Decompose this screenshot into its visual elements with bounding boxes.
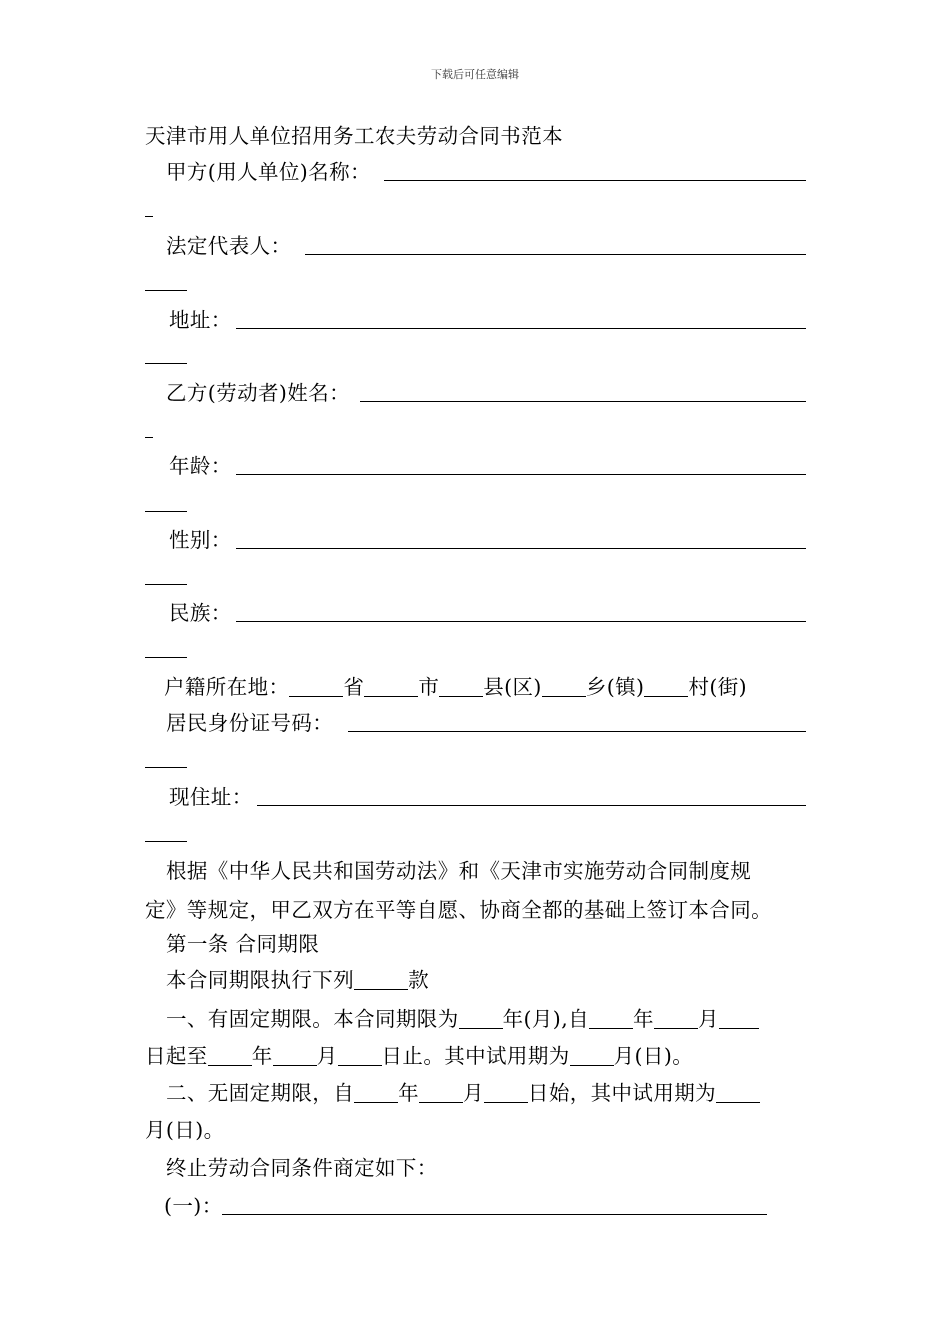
current-address-label: 现住址： <box>169 785 253 809</box>
fixed-term-text-2: 年(月),自 <box>502 1007 590 1031</box>
select-prefix: 本合同期限执行下列 <box>166 968 355 992</box>
hukou-label: 户籍所在地： <box>164 675 290 699</box>
page-header: 下载后可任意编辑 <box>431 68 519 81</box>
probation-blank[interactable] <box>570 1045 614 1066</box>
ethnicity-label: 民族： <box>169 601 232 625</box>
fixed-term-text-3: 年 <box>633 1007 654 1031</box>
article-1-heading: 第一条 合同期限 <box>166 932 320 956</box>
town-blank[interactable] <box>542 676 586 697</box>
age-label: 年龄： <box>169 454 232 478</box>
end-year-blank[interactable] <box>208 1045 252 1066</box>
open-start-month-blank[interactable] <box>419 1082 463 1103</box>
end-month-blank[interactable] <box>273 1045 317 1066</box>
province-blank[interactable] <box>289 676 343 697</box>
current-address-blank[interactable] <box>257 805 806 806</box>
address-label: 地址： <box>169 308 232 332</box>
hukou-line <box>164 675 747 699</box>
preamble-line-2: 定》等规定，甲乙双方在平等自愿、协商全都的基础上签订本合同。 <box>145 898 772 922</box>
fixed-term-line-2 <box>145 1044 693 1068</box>
end-day-blank[interactable] <box>338 1045 382 1066</box>
termination-item-1-blank[interactable] <box>222 1214 767 1215</box>
village-blank[interactable] <box>644 676 688 697</box>
select-suffix: 款 <box>408 968 430 992</box>
term-length-blank[interactable] <box>459 1008 503 1029</box>
town-text: 乡(镇) <box>585 675 645 699</box>
party-a-blank[interactable] <box>384 180 806 181</box>
address-blank-cont[interactable] <box>145 363 187 364</box>
party-b-blank[interactable] <box>360 401 806 402</box>
current-address-blank-cont[interactable] <box>145 841 187 842</box>
fixed-term-text-7: 月 <box>316 1044 338 1068</box>
fixed-term-text-1: 一、有固定期限。本合同期限为 <box>166 1007 459 1031</box>
open-term-text-4: 日始，其中试用期为 <box>527 1081 717 1105</box>
start-day-blank[interactable] <box>719 1008 759 1029</box>
province-text: 省 <box>343 675 365 699</box>
id-number-blank[interactable] <box>348 731 806 732</box>
party-a-label: 甲方(用人单位)名称： <box>166 160 371 184</box>
open-term-line-1 <box>166 1081 760 1105</box>
start-year-blank[interactable] <box>589 1008 633 1029</box>
document-title: 天津市用人单位招用务工农夫劳动合同书范本 <box>145 124 563 148</box>
age-blank[interactable] <box>236 474 806 475</box>
ethnicity-blank[interactable] <box>236 621 806 622</box>
city-blank[interactable] <box>364 676 418 697</box>
open-term-text-2: 年 <box>398 1081 420 1105</box>
fixed-term-text-4: 月 <box>697 1007 719 1031</box>
open-term-text-3: 月 <box>463 1081 484 1105</box>
open-term-line-2: 月(日)。 <box>145 1118 225 1142</box>
id-number-label: 居民身份证号码： <box>166 711 334 735</box>
county-text: 县(区) <box>483 675 542 699</box>
termination-heading: 终止劳动合同条件商定如下： <box>166 1156 438 1180</box>
age-blank-cont[interactable] <box>145 511 187 512</box>
legal-rep-blank[interactable] <box>305 254 806 255</box>
gender-label: 性别： <box>169 528 232 552</box>
fixed-term-text-5: 日起至 <box>145 1044 208 1068</box>
legal-rep-label: 法定代表人： <box>166 234 292 258</box>
fixed-term-text-8: 日止。其中试用期为 <box>381 1044 570 1068</box>
party-b-blank-cont[interactable] <box>145 437 153 438</box>
article-1-select-line <box>166 968 429 992</box>
termination-item-1-label: (一)： <box>164 1194 223 1218</box>
open-start-year-blank[interactable] <box>354 1082 398 1103</box>
clause-select-blank[interactable] <box>354 969 408 990</box>
gender-blank-cont[interactable] <box>145 584 187 585</box>
open-probation-blank[interactable] <box>716 1082 760 1103</box>
legal-rep-blank-cont[interactable] <box>145 290 187 291</box>
fixed-term-text-6: 年 <box>251 1044 273 1068</box>
ethnicity-blank-cont[interactable] <box>145 657 187 658</box>
start-month-blank[interactable] <box>654 1008 698 1029</box>
id-number-blank-cont[interactable] <box>145 767 187 768</box>
city-text: 市 <box>418 675 440 699</box>
address-blank[interactable] <box>236 328 806 329</box>
party-b-label: 乙方(劳动者)姓名： <box>166 381 350 405</box>
open-start-day-blank[interactable] <box>484 1082 528 1103</box>
county-blank[interactable] <box>439 676 483 697</box>
preamble-line-1: 根据《中华人民共和国劳动法》和《天津市实施劳动合同制度规 <box>166 859 752 883</box>
village-text: 村(街) <box>688 675 748 699</box>
fixed-term-text-9: 月(日)。 <box>613 1044 694 1068</box>
open-term-text-1: 二、无固定期限，自 <box>166 1081 355 1105</box>
party-a-blank-cont[interactable] <box>145 216 153 217</box>
fixed-term-line-1 <box>166 1007 759 1031</box>
gender-blank[interactable] <box>236 548 806 549</box>
